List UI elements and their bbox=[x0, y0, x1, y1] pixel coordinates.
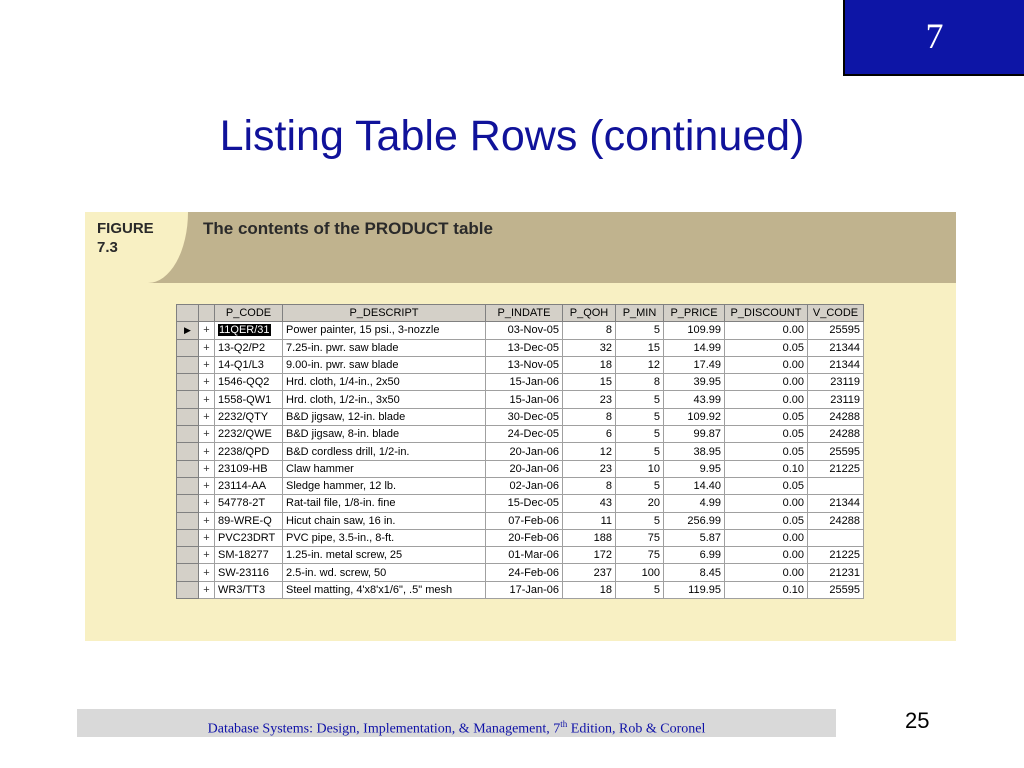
table-cell-p-code[interactable] bbox=[215, 322, 283, 339]
table-cell-p-qoh[interactable]: 23 bbox=[563, 391, 616, 408]
footer-text-end: Edition, Rob & Coronel bbox=[567, 721, 706, 737]
table-cell-p-min[interactable]: 5 bbox=[616, 426, 664, 443]
table-cell-p-indate[interactable]: 24-Dec-05 bbox=[486, 426, 563, 443]
table-cell-p-min[interactable]: 5 bbox=[616, 512, 664, 529]
table-cell-p-qoh[interactable]: 23 bbox=[563, 460, 616, 477]
row-selector[interactable] bbox=[177, 529, 199, 546]
table-cell-p-min[interactable]: 75 bbox=[616, 547, 664, 564]
table-cell-p-descript[interactable]: Steel matting, 4'x8'x1/6", .5" mesh bbox=[283, 581, 486, 598]
table-cell-p-descript[interactable]: B&D jigsaw, 12-in. blade bbox=[283, 408, 486, 425]
table-cell-p-descript[interactable]: B&D cordless drill, 1/2-in. bbox=[283, 443, 486, 460]
table-cell-p-descript[interactable]: 2.5-in. wd. screw, 50 bbox=[283, 564, 486, 581]
current-row-arrow-icon: ▶ bbox=[184, 324, 191, 335]
table-cell-p-indate[interactable]: 15-Jan-06 bbox=[486, 391, 563, 408]
column-header-p-price[interactable]: P_PRICE bbox=[664, 305, 725, 322]
table-cell-p-price[interactable]: 6.99 bbox=[664, 547, 725, 564]
table-cell-p-discount[interactable]: 0.05 bbox=[725, 443, 808, 460]
table-row[interactable] bbox=[177, 460, 864, 477]
table-cell-p-price[interactable]: 38.95 bbox=[664, 443, 725, 460]
table-cell-p-qoh[interactable]: 6 bbox=[563, 426, 616, 443]
table-cell-p-descript[interactable]: Hrd. cloth, 1/4-in., 2x50 bbox=[283, 374, 486, 391]
table-row[interactable] bbox=[177, 564, 864, 581]
table-cell-p-indate[interactable]: 20-Feb-06 bbox=[486, 529, 563, 546]
table-cell-p-price[interactable]: 109.92 bbox=[664, 408, 725, 425]
row-selector[interactable] bbox=[177, 495, 199, 512]
table-cell-p-discount[interactable]: 0.00 bbox=[725, 322, 808, 339]
chapter-number: 7 bbox=[925, 16, 944, 56]
table-cell-p-discount[interactable]: 0.00 bbox=[725, 374, 808, 391]
table-cell-p-price[interactable]: 14.40 bbox=[664, 477, 725, 494]
table-row[interactable] bbox=[177, 339, 864, 356]
table-cell-p-code[interactable]: 1546-QQ2 bbox=[215, 374, 283, 391]
expand-row-button[interactable] bbox=[199, 477, 215, 494]
row-selector[interactable] bbox=[177, 564, 199, 581]
table-row[interactable] bbox=[177, 529, 864, 546]
figure-caption: The contents of the PRODUCT table bbox=[203, 219, 493, 238]
plus-icon: + bbox=[203, 514, 210, 527]
table-cell-p-min[interactable]: 10 bbox=[616, 460, 664, 477]
expand-row-button[interactable] bbox=[199, 391, 215, 408]
table-row[interactable] bbox=[177, 477, 864, 494]
column-header-p-min[interactable]: P_MIN bbox=[616, 305, 664, 322]
table-cell-p-qoh[interactable]: 18 bbox=[563, 581, 616, 598]
table-cell-p-price[interactable]: 256.99 bbox=[664, 512, 725, 529]
table-cell-p-discount[interactable]: 0.05 bbox=[725, 512, 808, 529]
table-cell-v-code[interactable]: 24288 bbox=[808, 426, 864, 443]
product-table bbox=[176, 304, 864, 599]
slide-title: Listing Table Rows (continued) bbox=[219, 112, 805, 160]
table-body bbox=[177, 322, 864, 599]
table-cell-p-code[interactable]: 23114-AA bbox=[215, 477, 283, 494]
table-cell-p-discount[interactable]: 0.00 bbox=[725, 564, 808, 581]
table-cell-p-discount[interactable]: 0.05 bbox=[725, 477, 808, 494]
row-selector[interactable] bbox=[177, 391, 199, 408]
expand-row-button[interactable] bbox=[199, 495, 215, 512]
table-cell-p-discount[interactable]: 0.05 bbox=[725, 426, 808, 443]
table-cell-p-min[interactable]: 5 bbox=[616, 581, 664, 598]
table-cell-p-qoh[interactable]: 11 bbox=[563, 512, 616, 529]
table-cell-v-code[interactable]: 25595 bbox=[808, 322, 864, 339]
table-cell-p-descript[interactable]: Hrd. cloth, 1/2-in., 3x50 bbox=[283, 391, 486, 408]
plus-icon: + bbox=[203, 376, 210, 389]
table-cell-p-indate[interactable]: 15-Jan-06 bbox=[486, 374, 563, 391]
footer-superscript: th bbox=[560, 719, 568, 729]
table-cell-p-price[interactable]: 5.87 bbox=[664, 529, 725, 546]
plus-icon: + bbox=[203, 480, 210, 493]
table-cell-p-price[interactable]: 39.95 bbox=[664, 374, 725, 391]
table-cell-p-price[interactable]: 17.49 bbox=[664, 356, 725, 373]
table-cell-p-code[interactable]: 54778-2T bbox=[215, 495, 283, 512]
figure-label bbox=[97, 219, 154, 257]
table-cell-v-code[interactable]: 21344 bbox=[808, 339, 864, 356]
row-selector-header bbox=[177, 305, 199, 322]
table-cell-p-price[interactable]: 4.99 bbox=[664, 495, 725, 512]
table-cell-p-price[interactable]: 8.45 bbox=[664, 564, 725, 581]
table-cell-v-code[interactable]: 24288 bbox=[808, 408, 864, 425]
column-header-p-code[interactable]: P_CODE bbox=[215, 305, 283, 322]
table-cell-p-min[interactable]: 5 bbox=[616, 443, 664, 460]
table-row[interactable] bbox=[177, 374, 864, 391]
expand-row-button[interactable] bbox=[199, 460, 215, 477]
table-cell-p-qoh[interactable]: 15 bbox=[563, 374, 616, 391]
table-row[interactable] bbox=[177, 356, 864, 373]
table-cell-p-indate[interactable]: 20-Jan-06 bbox=[486, 460, 563, 477]
table-cell-p-discount[interactable]: 0.10 bbox=[725, 460, 808, 477]
table-cell-p-min[interactable]: 100 bbox=[616, 564, 664, 581]
plus-icon: + bbox=[203, 359, 210, 372]
plus-icon: + bbox=[203, 428, 210, 441]
table-cell-p-code[interactable]: PVC23DRT bbox=[215, 529, 283, 546]
expand-row-button[interactable] bbox=[199, 512, 215, 529]
table-cell-p-code[interactable]: 2232/QTY bbox=[215, 408, 283, 425]
page-number: 25 bbox=[905, 708, 930, 733]
table-cell-v-code[interactable] bbox=[808, 477, 864, 494]
table-cell-p-indate[interactable]: 13-Nov-05 bbox=[486, 356, 563, 373]
table-cell-v-code[interactable]: 23119 bbox=[808, 374, 864, 391]
plus-icon: + bbox=[203, 532, 210, 544]
row-selector[interactable] bbox=[177, 322, 199, 339]
table-cell-p-indate[interactable]: 02-Jan-06 bbox=[486, 477, 563, 494]
table-cell-p-min[interactable]: 15 bbox=[616, 339, 664, 356]
table-cell-p-descript[interactable]: PVC pipe, 3.5-in., 8-ft. bbox=[283, 529, 486, 546]
plus-icon: + bbox=[203, 324, 210, 337]
table-cell-p-descript[interactable]: Hicut chain saw, 16 in. bbox=[283, 512, 486, 529]
row-selector[interactable] bbox=[177, 426, 199, 443]
table-row[interactable] bbox=[177, 426, 864, 443]
table-cell-p-min[interactable]: 75 bbox=[616, 529, 664, 546]
table-cell-p-discount[interactable]: 0.00 bbox=[725, 529, 808, 546]
expand-row-button[interactable] bbox=[199, 547, 215, 564]
table-cell-p-qoh[interactable]: 12 bbox=[563, 443, 616, 460]
table-cell-p-indate[interactable]: 17-Jan-06 bbox=[486, 581, 563, 598]
table-cell-v-code[interactable]: 21344 bbox=[808, 495, 864, 512]
row-selector[interactable] bbox=[177, 443, 199, 460]
table-cell-p-qoh[interactable]: 8 bbox=[563, 477, 616, 494]
table-cell-p-price[interactable]: 99.87 bbox=[664, 426, 725, 443]
table-row[interactable] bbox=[177, 443, 864, 460]
chapter-badge bbox=[843, 0, 1024, 76]
table-row[interactable] bbox=[177, 547, 864, 564]
plus-icon: + bbox=[203, 393, 210, 406]
column-header-p-qoh[interactable]: P_QOH bbox=[563, 305, 616, 322]
table-cell-p-min[interactable]: 12 bbox=[616, 356, 664, 373]
table-cell-p-qoh[interactable]: 43 bbox=[563, 495, 616, 512]
table-cell-p-min[interactable]: 8 bbox=[616, 374, 664, 391]
table-cell-p-min[interactable]: 5 bbox=[616, 322, 664, 339]
plus-icon: + bbox=[203, 410, 210, 423]
row-selector[interactable] bbox=[177, 339, 199, 356]
table-cell-p-descript[interactable]: Rat-tail file, 1/8-in. fine bbox=[283, 495, 486, 512]
table-cell-p-indate[interactable]: 01-Mar-06 bbox=[486, 547, 563, 564]
selected-cell-text: 11QER/31 bbox=[219, 324, 270, 337]
table-cell-p-discount[interactable]: 0.10 bbox=[725, 581, 808, 598]
table-cell-p-discount[interactable]: 0.00 bbox=[725, 391, 808, 408]
table-cell-p-min[interactable]: 20 bbox=[616, 495, 664, 512]
expand-row-button[interactable] bbox=[199, 529, 215, 546]
table-cell-v-code[interactable]: 25595 bbox=[808, 443, 864, 460]
plus-icon: + bbox=[203, 445, 210, 458]
table-cell-v-code[interactable]: 21344 bbox=[808, 356, 864, 373]
table-cell-p-qoh[interactable]: 18 bbox=[563, 356, 616, 373]
row-selector[interactable] bbox=[177, 477, 199, 494]
table-cell-p-code[interactable]: SM-18277 bbox=[215, 547, 283, 564]
table-cell-p-qoh[interactable]: 188 bbox=[563, 529, 616, 546]
table-cell-p-code[interactable]: 2238/QPD bbox=[215, 443, 283, 460]
plus-icon: + bbox=[203, 566, 210, 579]
table-cell-p-code[interactable]: SW-23116 bbox=[215, 564, 283, 581]
table-cell-p-indate[interactable]: 15-Dec-05 bbox=[486, 495, 563, 512]
table-row[interactable] bbox=[177, 391, 864, 408]
table-cell-p-code[interactable]: 89-WRE-Q bbox=[215, 512, 283, 529]
table-row[interactable] bbox=[177, 322, 864, 339]
plus-icon: + bbox=[203, 583, 210, 596]
column-header-v-code[interactable]: V_CODE bbox=[808, 305, 864, 322]
table-cell-p-descript[interactable]: Sledge hammer, 12 lb. bbox=[283, 477, 486, 494]
table-row[interactable] bbox=[177, 408, 864, 425]
plus-icon: + bbox=[203, 549, 210, 562]
table-cell-p-descript[interactable]: 1.25-in. metal screw, 25 bbox=[283, 547, 486, 564]
expand-row-button[interactable] bbox=[199, 408, 215, 425]
table-cell-v-code[interactable]: 23119 bbox=[808, 391, 864, 408]
table-cell-p-price[interactable]: 43.99 bbox=[664, 391, 725, 408]
table-cell-p-qoh[interactable]: 237 bbox=[563, 564, 616, 581]
expand-row-button[interactable] bbox=[199, 564, 215, 581]
table-row[interactable] bbox=[177, 495, 864, 512]
table-cell-p-indate[interactable]: 30-Dec-05 bbox=[486, 408, 563, 425]
table-cell-p-code[interactable]: 1558-QW1 bbox=[215, 391, 283, 408]
table-cell-p-qoh[interactable]: 172 bbox=[563, 547, 616, 564]
table-cell-p-discount[interactable]: 0.05 bbox=[725, 339, 808, 356]
table-cell-p-price[interactable]: 109.99 bbox=[664, 322, 725, 339]
expand-row-button[interactable] bbox=[199, 339, 215, 356]
plus-icon: + bbox=[203, 341, 210, 354]
column-header-p-indate[interactable]: P_INDATE bbox=[486, 305, 563, 322]
row-selector[interactable] bbox=[177, 356, 199, 373]
table-cell-p-min[interactable]: 5 bbox=[616, 477, 664, 494]
table-cell-p-min[interactable]: 5 bbox=[616, 408, 664, 425]
table-cell-p-code[interactable]: 13-Q2/P2 bbox=[215, 339, 283, 356]
expand-row-button[interactable] bbox=[199, 426, 215, 443]
footer-citation bbox=[77, 715, 836, 739]
table-cell-p-discount[interactable]: 0.00 bbox=[725, 495, 808, 512]
table-cell-p-price[interactable]: 14.99 bbox=[664, 339, 725, 356]
table-cell-p-qoh[interactable]: 32 bbox=[563, 339, 616, 356]
table-cell-p-indate[interactable]: 24-Feb-06 bbox=[486, 564, 563, 581]
table-cell-p-indate[interactable]: 20-Jan-06 bbox=[486, 443, 563, 460]
expand-row-button[interactable] bbox=[199, 356, 215, 373]
table-cell-p-qoh[interactable]: 8 bbox=[563, 322, 616, 339]
row-selector[interactable] bbox=[177, 547, 199, 564]
plus-icon: + bbox=[203, 497, 210, 510]
column-header-p-discount[interactable]: P_DISCOUNT bbox=[725, 305, 808, 322]
expand-row-button[interactable] bbox=[199, 322, 215, 339]
table-row[interactable] bbox=[177, 581, 864, 598]
row-selector[interactable] bbox=[177, 408, 199, 425]
table-cell-v-code[interactable] bbox=[808, 529, 864, 546]
figure-label-number: 7.3 bbox=[97, 239, 118, 256]
table-cell-p-discount[interactable]: 0.00 bbox=[725, 356, 808, 373]
row-selector[interactable] bbox=[177, 374, 199, 391]
table-cell-p-code[interactable]: 23109-HB bbox=[215, 460, 283, 477]
table-cell-p-code[interactable]: 2232/QWE bbox=[215, 426, 283, 443]
table-cell-v-code[interactable]: 21225 bbox=[808, 460, 864, 477]
table-header-row bbox=[177, 305, 864, 322]
table-cell-p-code[interactable]: WR3/TT3 bbox=[215, 581, 283, 598]
table-cell-p-price[interactable]: 9.95 bbox=[664, 460, 725, 477]
table-cell-p-qoh[interactable]: 8 bbox=[563, 408, 616, 425]
figure-panel bbox=[85, 212, 956, 641]
expand-row-button[interactable] bbox=[199, 443, 215, 460]
table-cell-p-code[interactable]: 14-Q1/L3 bbox=[215, 356, 283, 373]
table-cell-p-price[interactable]: 119.95 bbox=[664, 581, 725, 598]
table-cell-p-descript[interactable]: Claw hammer bbox=[283, 460, 486, 477]
table-cell-v-code[interactable]: 21225 bbox=[808, 547, 864, 564]
expand-row-button[interactable] bbox=[199, 581, 215, 598]
table-cell-p-descript[interactable]: 7.25-in. pwr. saw blade bbox=[283, 339, 486, 356]
column-header-p-descript[interactable]: P_DESCRIPT bbox=[283, 305, 486, 322]
table-cell-v-code[interactable]: 24288 bbox=[808, 512, 864, 529]
expand-row-button[interactable] bbox=[199, 374, 215, 391]
table-cell-p-descript[interactable]: B&D jigsaw, 8-in. blade bbox=[283, 426, 486, 443]
table-cell-p-descript[interactable]: Power painter, 15 psi., 3-nozzle bbox=[283, 322, 486, 339]
table-cell-p-indate[interactable]: 03-Nov-05 bbox=[486, 322, 563, 339]
row-selector[interactable] bbox=[177, 512, 199, 529]
table-cell-p-discount[interactable]: 0.05 bbox=[725, 408, 808, 425]
row-selector[interactable] bbox=[177, 581, 199, 598]
table-cell-p-discount[interactable]: 0.00 bbox=[725, 547, 808, 564]
footer-text-main: Database Systems: Design, Implementation, & Management, 7 bbox=[207, 721, 561, 737]
figure-label-word: FIGURE bbox=[97, 220, 154, 237]
table-cell-p-indate[interactable]: 13-Dec-05 bbox=[486, 339, 563, 356]
table-cell-p-descript[interactable]: 9.00-in. pwr. saw blade bbox=[283, 356, 486, 373]
table-row[interactable] bbox=[177, 512, 864, 529]
table-cell-v-code[interactable]: 25595 bbox=[808, 581, 864, 598]
plus-icon: + bbox=[203, 462, 210, 475]
table-cell-p-min[interactable]: 5 bbox=[616, 391, 664, 408]
expand-header bbox=[199, 305, 215, 322]
table-cell-v-code[interactable]: 21231 bbox=[808, 564, 864, 581]
row-selector[interactable] bbox=[177, 460, 199, 477]
table-cell-p-indate[interactable]: 07-Feb-06 bbox=[486, 512, 563, 529]
footer-bar bbox=[77, 709, 836, 737]
